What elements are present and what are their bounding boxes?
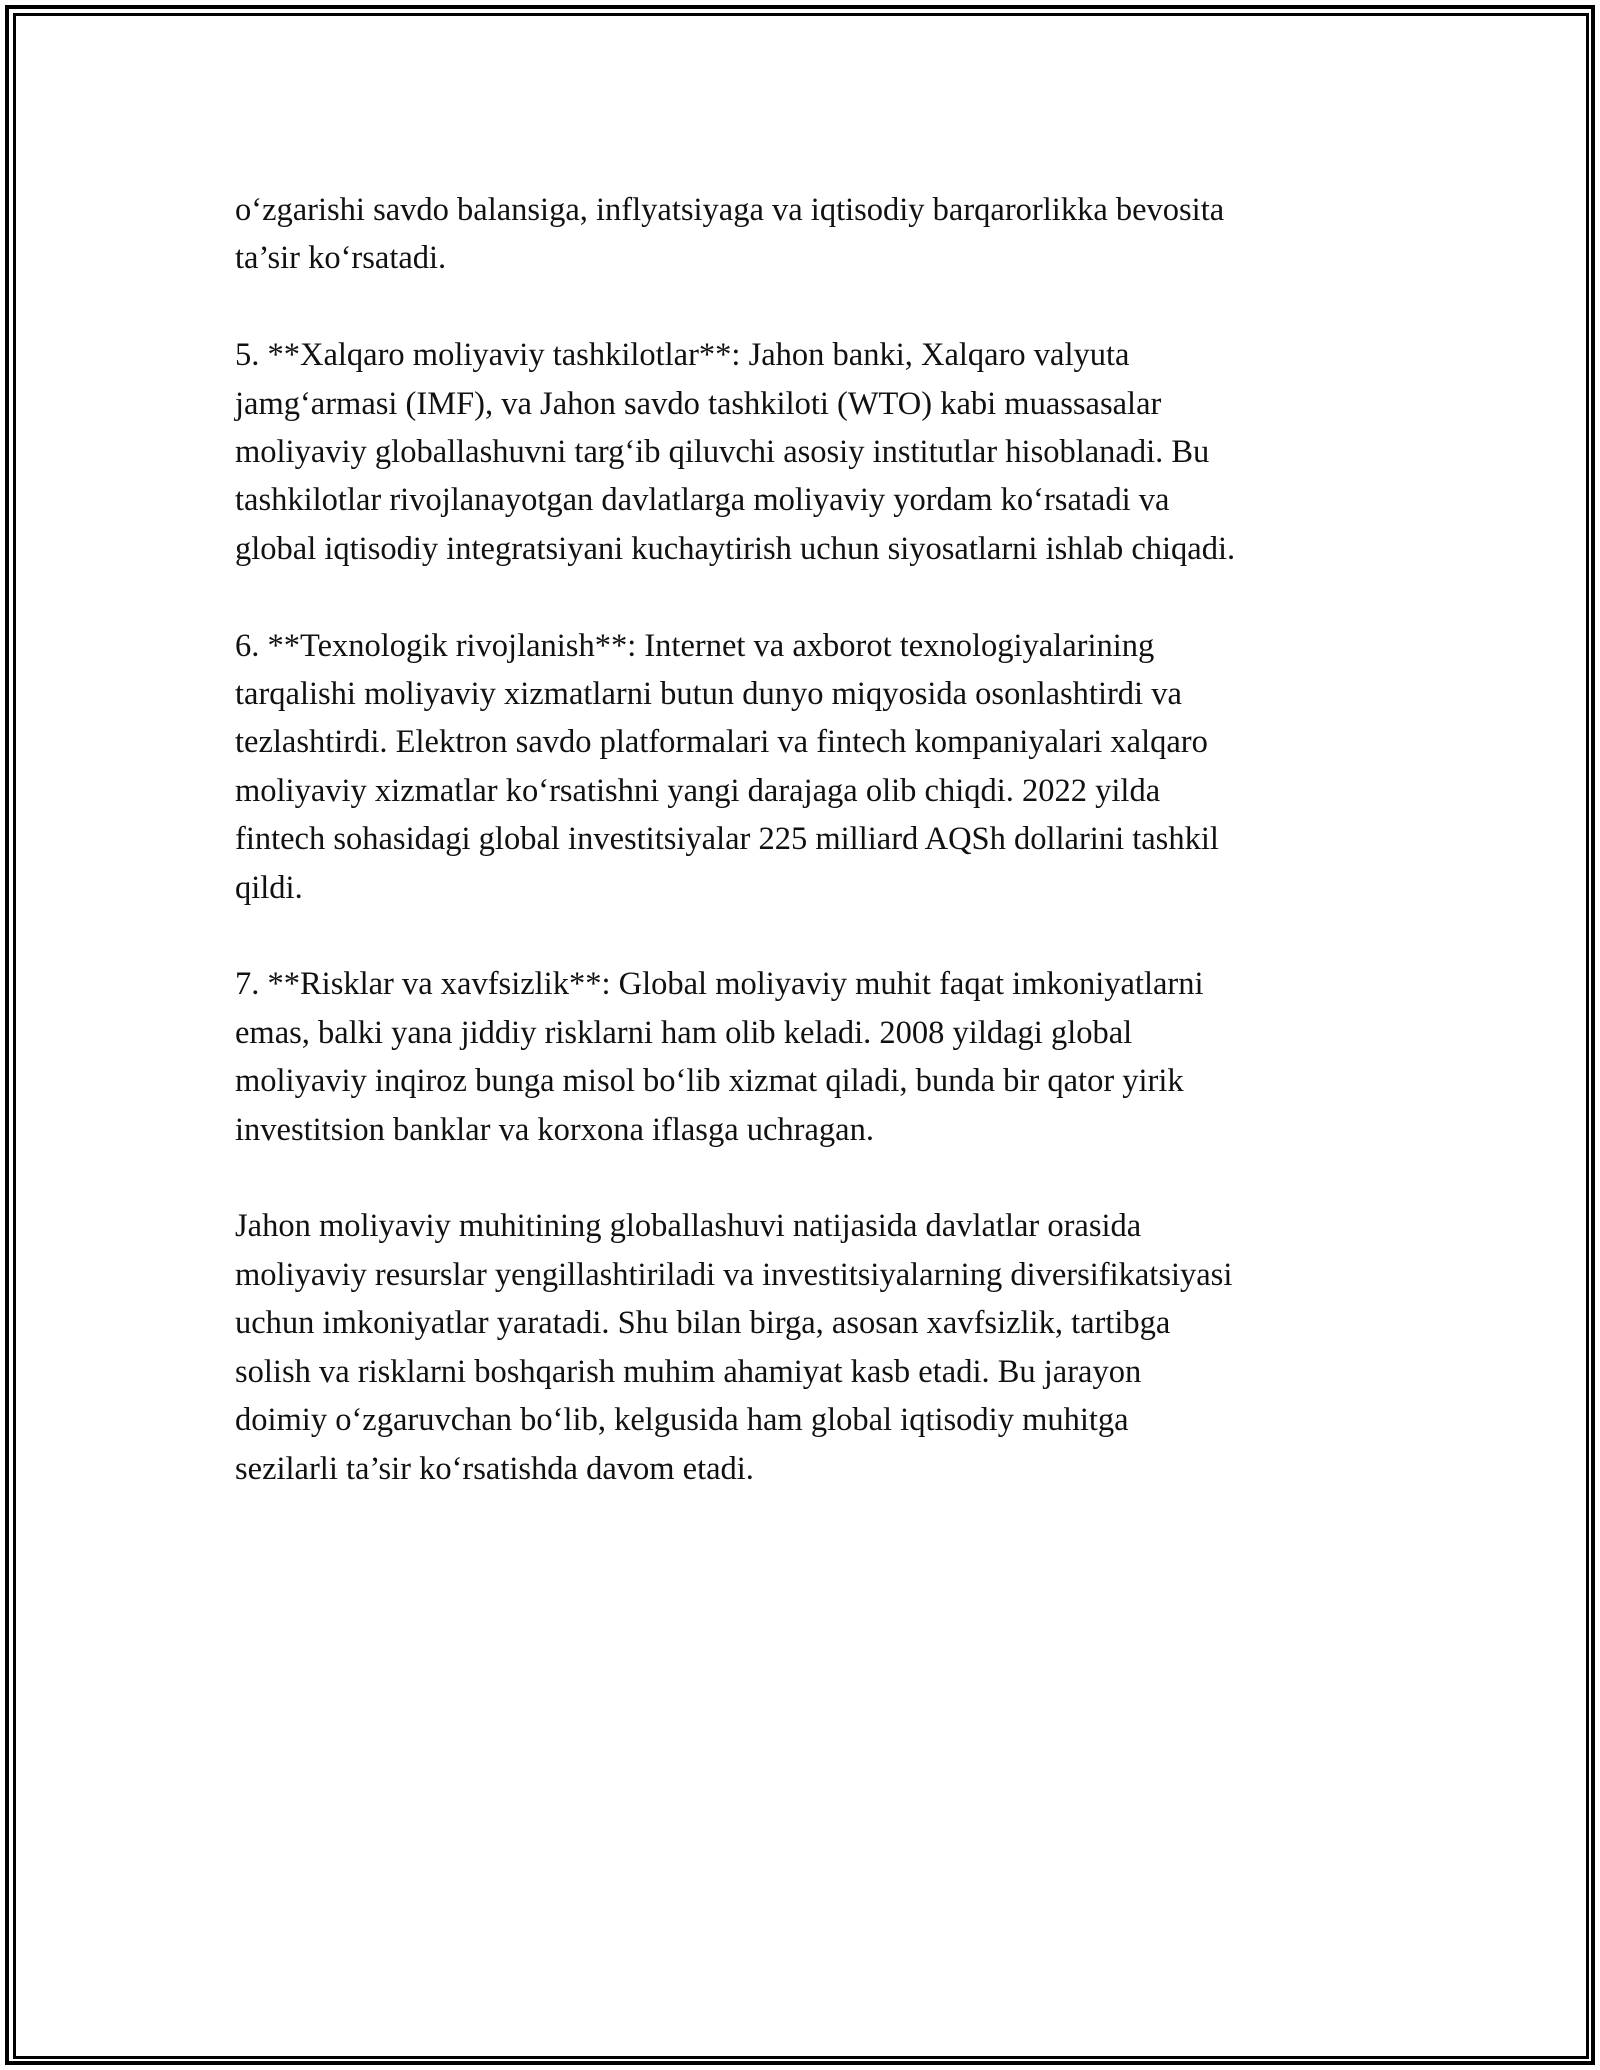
paragraph-continuation: o‘zgarishi savdo balansiga, inflyatsiyaga va iqtisodiy barqarorlikka bevosita ta’sir ko‘rsatadi. bbox=[235, 192, 1225, 277]
document-body bbox=[235, 186, 1375, 1541]
paragraph-risks-and-security: 7. **Risklar va xavfsizlik**: Global moliyaviy muhit faqat imkoniyatlarni emas, balki yana jiddiy risklarni ham olib keladi. 2008 yildagi global moliyaviy inqiroz bunga misol bo‘lib xizmat qiladi, bunda bir qator yirik investitsion banklar va korxona iflasga uchragan. bbox=[235, 966, 1204, 1148]
paragraph-conclusion: Jahon moliyaviy muhitining globallashuvi natijasida davlatlar orasida moliyaviy resurslar yengillashtiriladi va investitsiyalarning diversifikatsiyasi uchun imkoniyatlar yaratadi. Shu bilan birga, asosan xavfsizlik, tartibga solish va risklarni boshqarish muhim ahamiyat kasb etadi. Bu jarayon doimiy o‘zgaruvchan bo‘lib, kelgusida ham global iqtisodiy muhitga sezilarli ta’sir ko‘rsatishda davom etadi. bbox=[235, 1208, 1233, 1487]
paragraph-international-financial-organizations: 5. **Xalqaro moliyaviy tashkilotlar**: Jahon banki, Xalqaro valyuta jamg‘armasi (IMF), va Jahon savdo tashkiloti (WTO) kabi muassasalar moliyaviy globallashuvni targ‘ib qiluvchi asosiy institutlar hisoblanadi. Bu tashkilotlar rivojlanayotgan davlatlarga moliyaviy yordam ko‘rsatadi va global iqtisodiy integratsiyani kuchaytirish uchun siyosatlarni ishlab chiqadi. bbox=[235, 337, 1236, 567]
paragraph-technological-development: 6. **Texnologik rivojlanish**: Internet va axborot texnologiyalarining tarqalishi moliyaviy xizmatlarni butun dunyo miqyosida osonlashtirdi va tezlashtirdi. Elektron savdo platformalari va fintech kompaniyalari xalqaro moliyaviy xizmatlar ko‘rsatishni yangi darajaga olib chiqdi. 2022 yilda fintech sohasidagi global investitsiyalar 225 milliard AQSh dollarini tashkil qildi. bbox=[235, 627, 1219, 906]
